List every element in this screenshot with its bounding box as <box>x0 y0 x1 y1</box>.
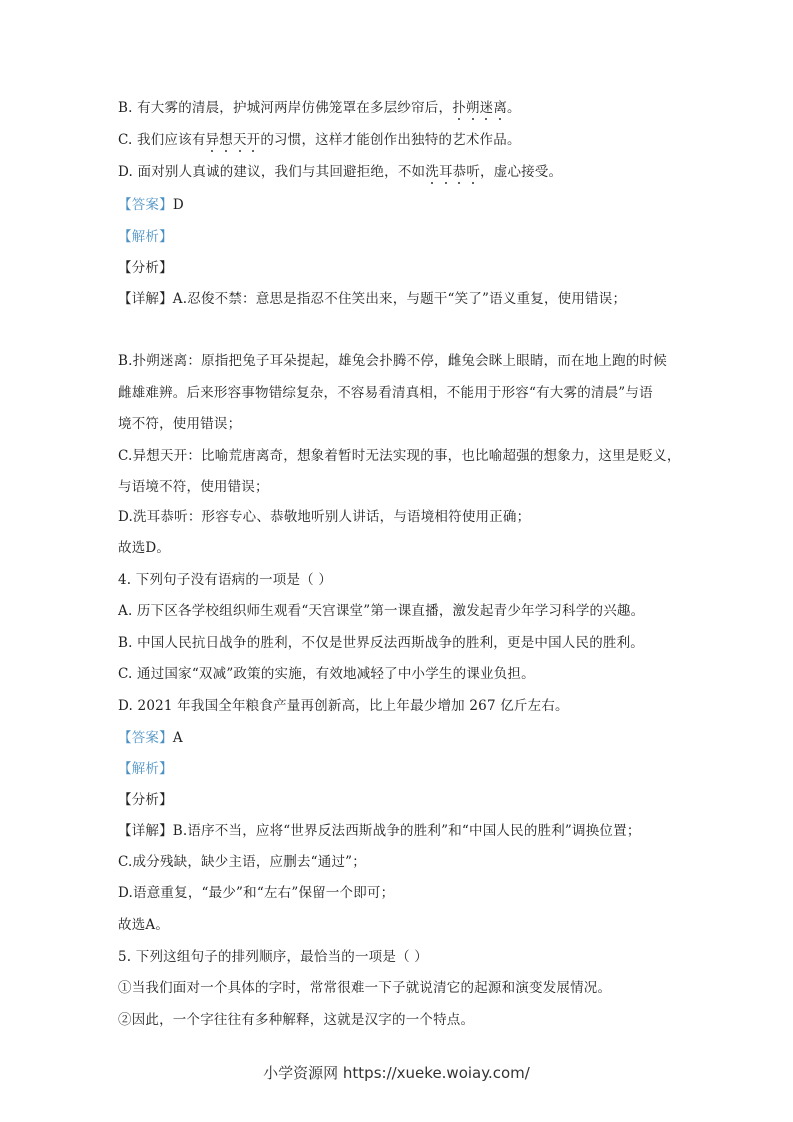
detail-line: C.异想天开：比喻荒唐离奇，想象着暂时无法实现的事，也比喻超强的想象力，这里是贬义， <box>118 448 681 464</box>
q4-option-c: C. 通过国家“双减”政策的实施，有效地减轻了中小学生的课业负担。 <box>118 666 535 682</box>
detail-line: 雌雄难辨。后来形容事物错综复杂，不容易看清真相，不能用于形容“有大雾的清晨”与语 <box>118 385 653 401</box>
emphasized-idiom: 扑朔迷离 <box>452 100 508 116</box>
emphasized-idiom: 异想天开 <box>205 132 261 148</box>
answer-label: 【答案】 <box>118 197 173 213</box>
detail-line: 故选A。 <box>118 917 170 933</box>
q4-option-b: B. 中国人民抗日战争的胜利，不仅是世界反法西斯战争的胜利，更是中国人民的胜利。 <box>118 635 645 651</box>
detail-line: 与语境不符，使用错误； <box>118 479 269 495</box>
detail-line: B.扑朔迷离：原指把兔子耳朵提起，雄兔会扑腾不停，雌兔会眯上眼睛，而在地上跑的时候 <box>118 353 667 369</box>
detail-line: D.语意重复，“最少”和“左右”保留一个即可； <box>118 885 395 901</box>
question-5: 5. 下列这组句子的排列顺序，最恰当的一项是（ ） <box>118 949 428 965</box>
detail-line: 故选D。 <box>118 540 171 556</box>
q4-option-a: A. 历下区各学校组织师生观看“天宫课堂”第一课直播，激发起青少年学习科学的兴趣。 <box>118 603 645 619</box>
answer-line <box>118 729 183 747</box>
fenxi-label: 【分析】 <box>118 260 173 276</box>
detail-line: 境不符，使用错误； <box>118 416 242 432</box>
answer-value: A <box>172 730 183 746</box>
answer-label: 【答案】 <box>118 730 173 746</box>
option-c: C. 我们应该有异想天开的习惯，这样才能创作出独特的艺术作品。 <box>118 132 521 148</box>
analysis-label: 【解析】 <box>118 229 173 245</box>
emphasized-idiom: 洗耳恭听 <box>425 164 481 180</box>
analysis-label: 【解析】 <box>118 761 173 777</box>
option-b: B. 有大雾的清晨，护城河两岸仿佛笼罩在多层纱帘后，扑朔迷离。 <box>118 100 521 116</box>
option-d: D. 面对别人真诚的建议，我们与其回避拒绝，不如洗耳恭听，虚心接受。 <box>118 164 563 180</box>
detail-line: C.成分残缺，缺少主语，应删去“通过”； <box>118 854 366 870</box>
fenxi-label: 【分析】 <box>118 792 173 808</box>
q5-item: ①当我们面对一个具体的字时，常常很难一下子就说清它的起源和演变发展情况。 <box>118 980 612 996</box>
detail-line: 【详解】A.忍俊不禁：意思是指忍不住笑出来，与题干“笑了”语义重复，使用错误； <box>118 291 627 307</box>
detail-line: 【详解】B.语序不当，应将“世界反法西斯战争的胜利”和“中国人民的胜利”调换位置； <box>118 823 641 839</box>
question-4: 4. 下列句子没有语病的一项是（ ） <box>118 572 333 588</box>
q4-option-d: D. 2021 年我国全年粮食产量再创新高，比上年最少增加 267 亿斤左右。 <box>118 698 569 714</box>
q5-item: ②因此，一个字往往有多种解释，这就是汉字的一个特点。 <box>118 1012 475 1028</box>
answer-value: D <box>172 197 184 213</box>
answer-line <box>118 196 184 214</box>
footer-watermark: 小学资源网 https://xueke.woiay.com/ <box>263 1064 530 1082</box>
detail-line: D.洗耳恭听：形容专心、恭敬地听别人讲话，与语境相符使用正确； <box>118 509 531 525</box>
